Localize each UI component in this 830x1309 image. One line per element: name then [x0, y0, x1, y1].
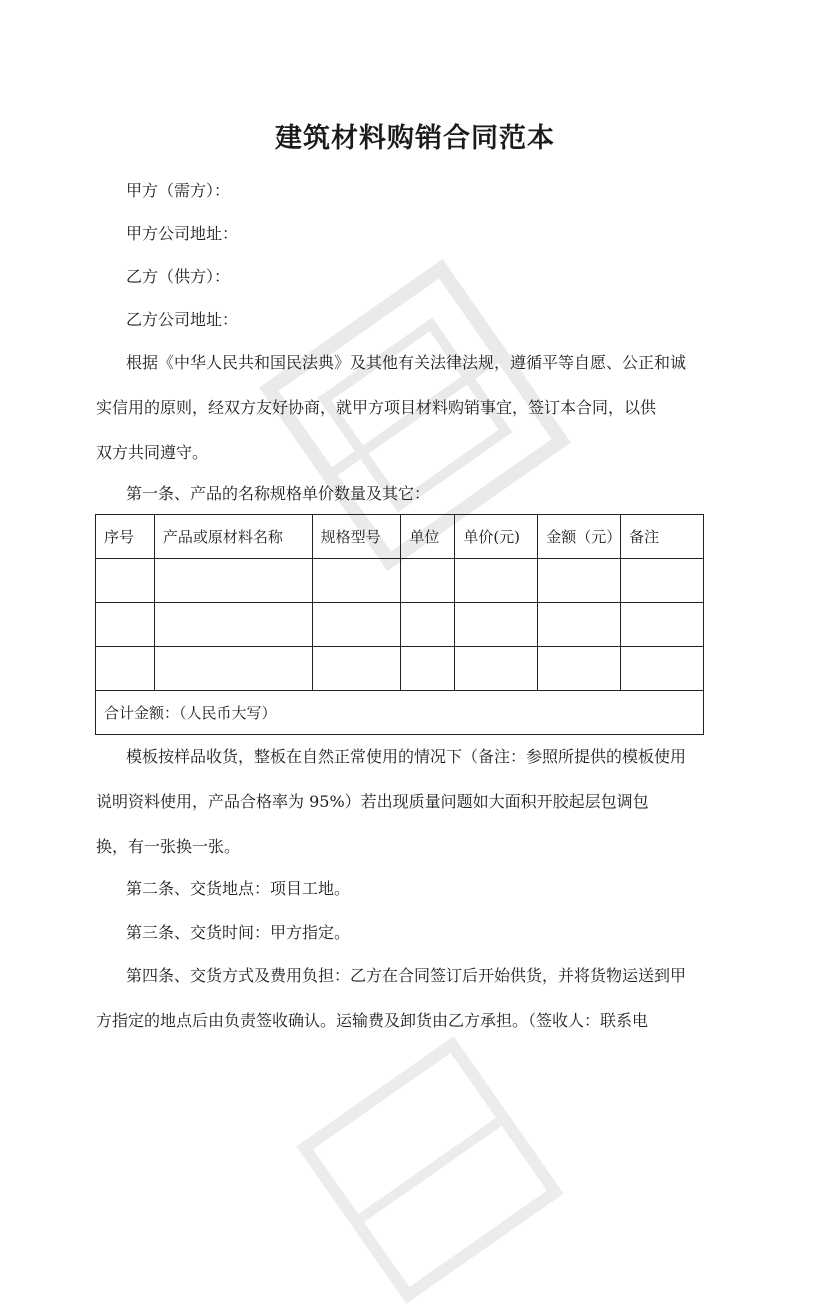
intro-paragraph: [96, 352, 726, 487]
table-cell: [154, 559, 312, 603]
header-cell: 单位: [401, 515, 455, 559]
intro-line: 根据《中华人民共和国民法典》及其他有关法律法规，遵循平等自愿、公正和诚: [126, 353, 687, 372]
intro-line: 双方共同遵守。: [96, 443, 209, 462]
article-1-heading: 第一条、产品的名称规格单价数量及其它：: [126, 484, 431, 503]
header-cell: 规格型号: [312, 515, 401, 559]
quality-line: 换，有一张换一张。: [96, 837, 241, 856]
goods-table: [95, 514, 704, 735]
table-cell: [538, 603, 621, 647]
total-amount-cell: 合计金额：（人民币大写）: [96, 691, 704, 735]
party-a-line: 甲方（需方）：: [126, 181, 231, 200]
watermark-icon: [291, 1031, 570, 1309]
header-cell: 产品或原材料名称: [154, 515, 312, 559]
table-row: [96, 603, 704, 647]
article-3-line: 第三条、交货时间：甲方指定。: [126, 923, 351, 942]
party-b-address-line: 乙方公司地址：: [126, 310, 239, 329]
table-cell: [154, 647, 312, 691]
table-cell: [455, 559, 538, 603]
article-4-line: 第四条、交货方式及费用负担：乙方在合同签订后开始供货，并将货物运送到甲: [126, 966, 687, 985]
table-cell: [621, 559, 704, 603]
table-cell: [455, 603, 538, 647]
document-title: 建筑材料购销合同范本: [275, 123, 555, 154]
quality-paragraph: [96, 746, 726, 881]
table-row: [96, 647, 704, 691]
table-cell: [401, 647, 455, 691]
quality-line: 说明资料使用，产品合格率为 95%）若出现质量问题如大面积开胶起层包调包: [96, 792, 649, 811]
table-cell: [96, 603, 155, 647]
table-cell: [538, 647, 621, 691]
table-row: [96, 559, 704, 603]
header-cell: 单价(元): [455, 515, 538, 559]
article-4-line: 方指定的地点后由负责签收确认。运输费及卸货由乙方承担。（签收人：联系电: [96, 1011, 649, 1030]
table-cell: [154, 603, 312, 647]
header-cell: 备注: [621, 515, 704, 559]
header-cell: 序号: [96, 515, 155, 559]
quality-line: 模板按样品收货，整板在自然正常使用的情况下（备注：参照所提供的模板使用: [126, 747, 687, 766]
header-cell: 金额（元）: [538, 515, 621, 559]
table-cell: [538, 559, 621, 603]
intro-line: 实信用的原则，经双方友好协商，就甲方项目材料购销事宜，签订本合同，以供: [96, 398, 657, 417]
table-cell: [621, 647, 704, 691]
table-cell: [401, 603, 455, 647]
article-2-line: 第二条、交货地点：项目工地。: [126, 879, 351, 898]
table-cell: [312, 603, 401, 647]
table-cell: [455, 647, 538, 691]
table-cell: [96, 647, 155, 691]
table-cell: [312, 559, 401, 603]
table-cell: [401, 559, 455, 603]
party-a-address-line: 甲方公司地址：: [126, 224, 239, 243]
table-total-row: [96, 691, 704, 735]
table-cell: [96, 559, 155, 603]
table-cell: [312, 647, 401, 691]
party-b-line: 乙方（供方）：: [126, 267, 231, 286]
article-4-paragraph: [96, 965, 726, 1055]
table-header-row: [96, 515, 704, 559]
table-cell: [621, 603, 704, 647]
